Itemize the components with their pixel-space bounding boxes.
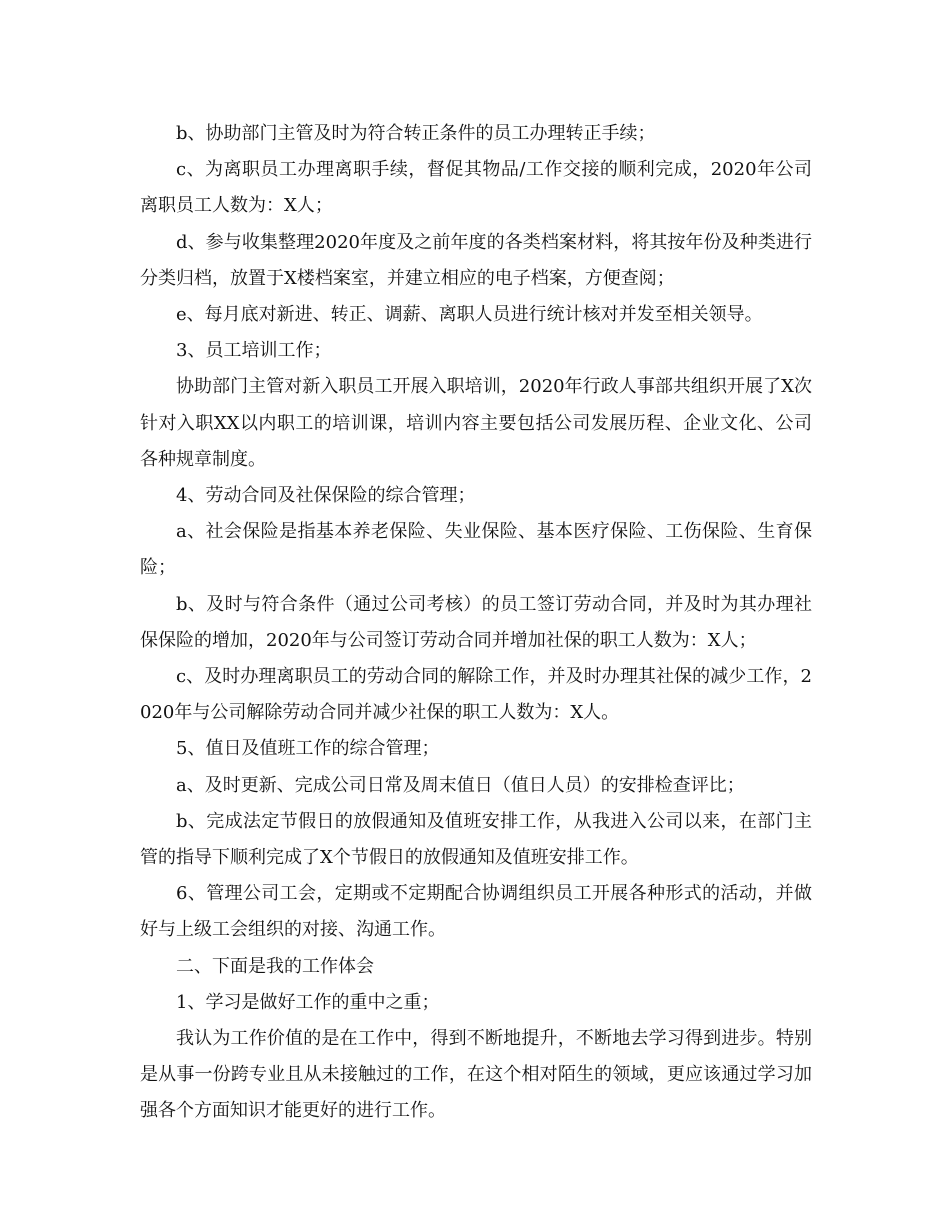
section-heading: 3、员工培训工作；	[176, 340, 332, 362]
paragraph: b、协助部门主管及时为符合转正条件的员工办理转正手续；	[176, 123, 656, 144]
paragraph: a、及时更新、完成公司日常及周末值日（值日人员）的安排检查评比；	[176, 774, 745, 796]
section-heading: 5、值日及值班工作的综合管理；	[176, 738, 440, 760]
paragraph: 我认为工作价值的是在工作中，得到不断地提升，不断地去学习得到进步。特别是从事一份跨专业且从未接触过的工作，在这个相对陌生的领域，更应该通过学习加强各个方面知识才能更好的进行工作。	[140, 1028, 812, 1122]
paragraph: 6、管理公司工会，定期或不定期配合协调组织员工开展各种形式的活动，并做好与上级工会组织的对接、沟通工作。	[140, 883, 812, 941]
section-heading: 二、下面是我的工作体会	[176, 955, 374, 977]
paragraph: d、参与收集整理2020年度及之前年度的各类档案材料，将其按年份及种类进行分类归档，放置于X楼档案室，并建立相应的电子档案，方便查阅；	[140, 231, 812, 289]
paragraph: e、每月底对新进、转正、调薪、离职人员进行统计核对并发至相关领导。	[176, 304, 763, 326]
paragraph: b、完成法定节假日的放假通知及值班安排工作，从我进入公司以来，在部门主管的指导下顺利完成了X个节假日的放假通知及值班安排工作。	[140, 810, 812, 869]
paragraph: 协助部门主管对新入职员工开展入职培训，2020年行政人事部共组织开展了X次针对入职XX以内职工的培训课，培训内容主要包括公司发展历程、企业文化、公司各种规章制度。	[140, 376, 812, 470]
section-heading: 4、劳动合同及社保保险的综合管理；	[176, 485, 476, 507]
paragraph: b、及时与符合条件（通过公司考核）的员工签订劳动合同，并及时为其办理社保保险的增加，2020年与公司签订劳动合同并增加社保的职工人数为：X人；	[140, 593, 812, 651]
section-heading: 1、学习是做好工作的重中之重；	[176, 991, 440, 1013]
paragraph: a、社会保险是指基本养老保险、失业保险、基本医疗保险、工伤保险、生育保险；	[140, 521, 812, 579]
document-body	[140, 116, 812, 1130]
paragraph: c、为离职员工办理离职手续，督促其物品/工作交接的顺利完成，2020年公司离职员工人数为：X人；	[140, 159, 812, 217]
paragraph: c、及时办理离职员工的劳动合同的解除工作，并及时办理其社保的减少工作，2020年与公司解除劳动合同并减少社保的职工人数为：X人。	[140, 666, 812, 724]
